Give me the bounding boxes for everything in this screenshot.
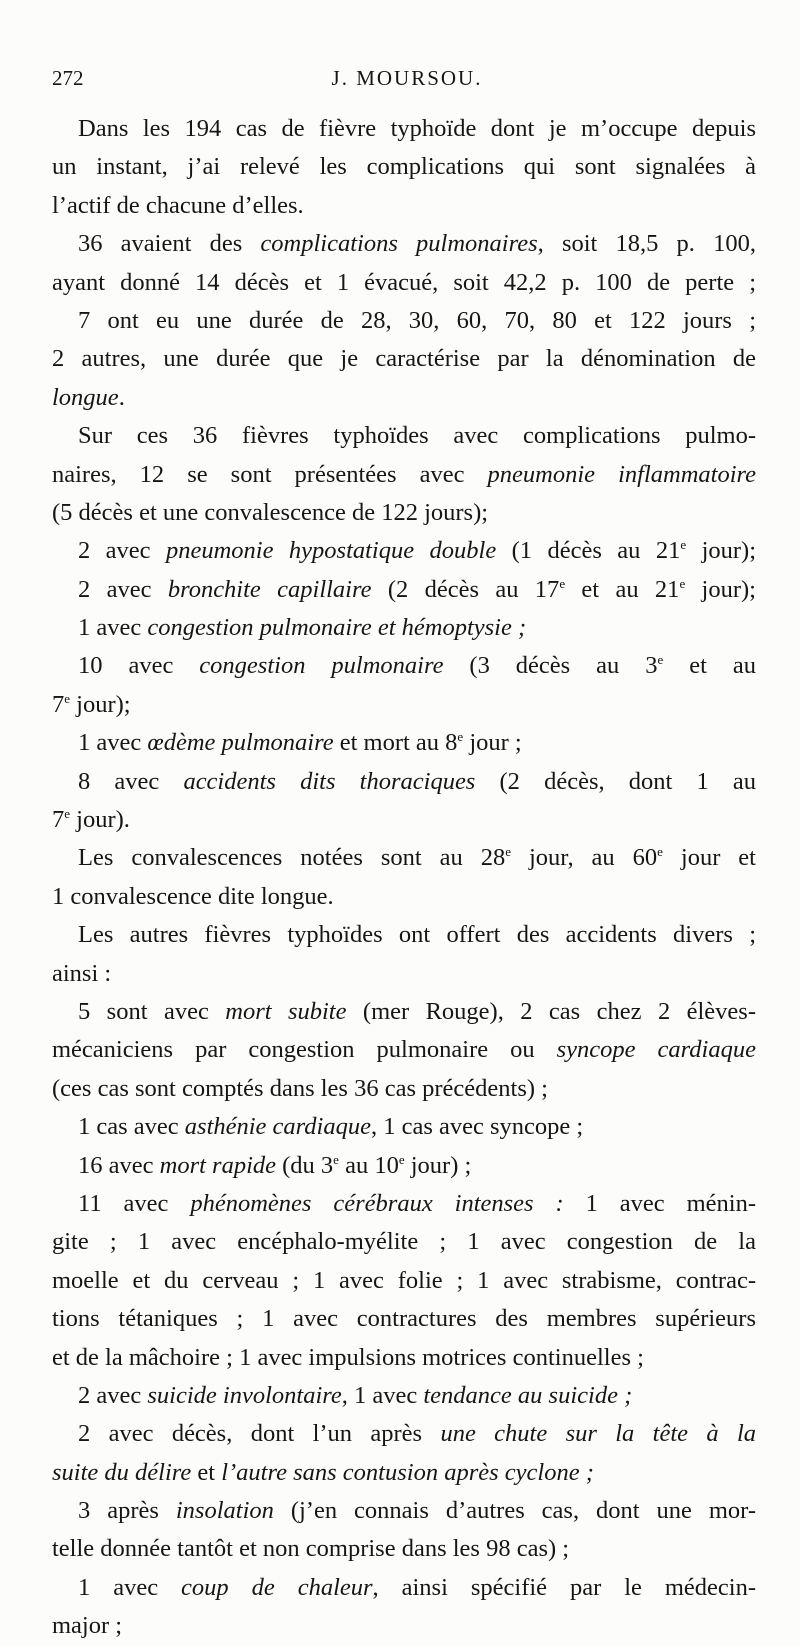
text-run: et (191, 1458, 222, 1486)
italic-run: suite du délire (52, 1458, 192, 1486)
text-run: (5 décès et une convalescence de 122 jours); (52, 498, 489, 526)
text-run: , soit 18,5 p. 100, (537, 230, 756, 258)
text-line (52, 993, 756, 1031)
italic-run: une chute sur la tête à la (440, 1420, 756, 1448)
text-run: (du 3 (276, 1151, 334, 1179)
text-run: . (118, 383, 125, 411)
text-run: mécaniciens par congestion pulmonaire ou (52, 1036, 557, 1064)
italic-run: congestion pulmonaire (199, 652, 444, 680)
text-run: et mort au 8 (333, 729, 458, 757)
text-line (52, 724, 756, 762)
text-line (52, 1070, 756, 1108)
page-number: 272 (52, 66, 84, 90)
text-run: ayant donné 14 décès et 1 évacué, soit 42,2 p. 100 de perte ; (52, 268, 756, 296)
italic-run: accidents dits thoraciques (183, 767, 476, 795)
superscript: e (680, 537, 687, 553)
text-run: jour) ; (404, 1151, 472, 1179)
text-run: , 1 avec (341, 1381, 424, 1409)
superscript: e (64, 806, 71, 822)
italic-run: complications pulmonaires (260, 230, 538, 258)
text-run: jour); (686, 537, 756, 565)
text-run: 7 ont eu une durée de 28, 30, 60, 70, 80 et 122 jours ; (78, 306, 756, 334)
text-run: 1 avec ménin- (563, 1189, 756, 1217)
text-line (52, 1108, 756, 1146)
text-line (52, 647, 756, 685)
running-head-author: J. MOURSOU. (331, 66, 483, 90)
italic-run: suicide involontaire (147, 1381, 342, 1409)
text-run: un instant, j’ai relevé les complications qui sont signalées à (52, 153, 756, 181)
italic-run: pneumonie hypostatique double (165, 537, 497, 565)
text-line (52, 1492, 756, 1530)
superscript: e (559, 575, 566, 591)
text-run: 8 avec (78, 767, 184, 795)
text-run: gite ; 1 avec encéphalo-myélite ; 1 avec congestion de la (52, 1228, 756, 1256)
text-run: et au 21 (565, 575, 680, 603)
text-line (52, 1339, 756, 1377)
text-run: 2 autres, une durée que je caractérise par la dénomination de (52, 345, 756, 373)
text-run: au 10 (338, 1151, 399, 1179)
italic-run: syncope cardiaque (556, 1036, 756, 1064)
text-line (52, 686, 756, 724)
text-run: (3 décès au 3 (443, 652, 658, 680)
text-run: et au (663, 652, 756, 680)
text-run: telle donnée tantôt et non comprise dans les 98 cas) ; (52, 1535, 570, 1563)
text-line (52, 609, 756, 647)
text-run: 36 avaient des (78, 230, 261, 258)
text-line (52, 1300, 756, 1338)
text-line (52, 148, 756, 186)
superscript: e (64, 690, 71, 706)
text-line (52, 1185, 756, 1223)
text-run: jour). (70, 806, 130, 834)
italic-run: asthénie cardiaque (184, 1113, 371, 1141)
text-line (52, 1262, 756, 1300)
text-line (52, 1530, 756, 1568)
italic-run: tendance au suicide ; (423, 1381, 633, 1409)
text-run: 1 avec (78, 729, 148, 757)
text-line (52, 1147, 756, 1185)
text-run: 2 avec décès, dont l’un après (78, 1420, 441, 1448)
text-line (52, 417, 756, 455)
text-line (52, 1223, 756, 1261)
superscript: e (457, 729, 464, 745)
text-run: jour); (685, 575, 756, 603)
text-run: 2 avec (78, 1381, 148, 1409)
text-run: major ; (52, 1612, 123, 1640)
text-run: , ainsi spécifié par le médecin- (372, 1573, 756, 1601)
text-run: 1 avec (78, 1573, 182, 1601)
italic-run: bronchite capillaire (167, 575, 372, 603)
text-run: 3 après (78, 1497, 176, 1525)
text-run: 7 (52, 806, 65, 834)
italic-run: coup de chaleur (181, 1573, 373, 1601)
text-run: jour, au 60 (511, 844, 658, 872)
text-run: naires, 12 se sont présentées avec (52, 460, 488, 488)
text-run: (2 décès, dont 1 au (475, 767, 756, 795)
text-line (52, 302, 756, 340)
text-line (52, 571, 756, 609)
text-run: Les autres fièvres typhoïdes ont offert des accidents divers ; (78, 921, 756, 949)
italic-run: congestion pulmonaire et hémoptysie ; (147, 614, 527, 642)
italic-run: œdème pulmonaire (147, 729, 334, 757)
text-run: 2 avec (78, 575, 168, 603)
text-run: jour); (70, 690, 131, 718)
text-line (52, 916, 756, 954)
text-line (52, 1377, 756, 1415)
italic-run: insolation (175, 1497, 274, 1525)
text-line (52, 379, 756, 417)
body-text (52, 110, 756, 1646)
text-run: (ces cas sont comptés dans les 36 cas précédents) ; (52, 1074, 548, 1102)
superscript: e (657, 652, 664, 668)
text-run: (j’en connais d’autres cas, dont une mor- (273, 1497, 756, 1525)
text-run: 1 convalescence dite longue. (52, 882, 334, 910)
text-run: 7 (52, 690, 65, 718)
text-run: Dans les 194 cas de fièvre typhoïde dont je m’occupe depuis (78, 115, 756, 142)
text-line (52, 1569, 756, 1607)
text-run: 1 avec (78, 614, 148, 642)
text-line (52, 801, 756, 839)
superscript: e (333, 1151, 339, 1167)
text-line (52, 1454, 756, 1492)
text-line (52, 878, 756, 916)
italic-run: l’autre sans contusion après cyclone ; (221, 1458, 594, 1486)
superscript: e (505, 844, 512, 860)
text-run: l’actif de chacune d’elles. (52, 191, 304, 219)
text-run: 10 avec (78, 652, 200, 680)
text-run: 16 avec (78, 1151, 160, 1179)
text-run: 2 avec (78, 537, 166, 565)
text-line (52, 264, 756, 302)
text-line (52, 340, 756, 378)
text-run: jour et (662, 844, 756, 872)
text-run: 11 avec (78, 1189, 191, 1217)
running-head (52, 66, 762, 100)
text-line (52, 1607, 756, 1645)
text-run: (mer Rouge), 2 cas chez 2 élèves- (346, 997, 756, 1025)
superscript: e (679, 575, 686, 591)
text-run: 5 sont avec (78, 997, 226, 1025)
text-line (52, 1415, 756, 1453)
italic-run: mort rapide (159, 1151, 276, 1179)
text-run: 1 cas avec (78, 1113, 185, 1141)
text-line (52, 494, 756, 532)
italic-run: longue (52, 383, 119, 411)
italic-run: mort subite (225, 997, 347, 1025)
text-line (52, 456, 756, 494)
text-run: , 1 cas avec syncope ; (370, 1113, 584, 1141)
text-run: jour ; (463, 729, 522, 757)
text-run: (2 décès au 17 (371, 575, 560, 603)
text-line (52, 1031, 756, 1069)
text-line (52, 225, 756, 263)
text-run: tions tétaniques ; 1 avec contractures des membres supérieurs (52, 1305, 756, 1333)
text-line (52, 532, 756, 570)
text-run: Sur ces 36 fièvres typhoïdes avec complications pulmo- (78, 422, 756, 450)
text-run: Les convalescences notées sont au 28 (78, 844, 506, 872)
text-line (52, 763, 756, 801)
text-run: ainsi : (52, 959, 112, 987)
text-run: moelle et du cerveau ; 1 avec folie ; 1 avec strabisme, contrac- (52, 1266, 756, 1294)
text-line (52, 839, 756, 877)
text-line (52, 110, 756, 148)
italic-run: pneumonie inflammatoire (487, 460, 756, 488)
text-line (52, 955, 756, 993)
text-line (52, 187, 756, 225)
superscript: e (657, 844, 663, 860)
text-run: et de la mâchoire ; 1 avec impulsions motrices continuelles ; (52, 1343, 644, 1371)
superscript: e (398, 1151, 405, 1167)
italic-run: phénomènes cérébraux intenses : (190, 1189, 564, 1217)
text-run: (1 décès au 21 (496, 537, 681, 565)
